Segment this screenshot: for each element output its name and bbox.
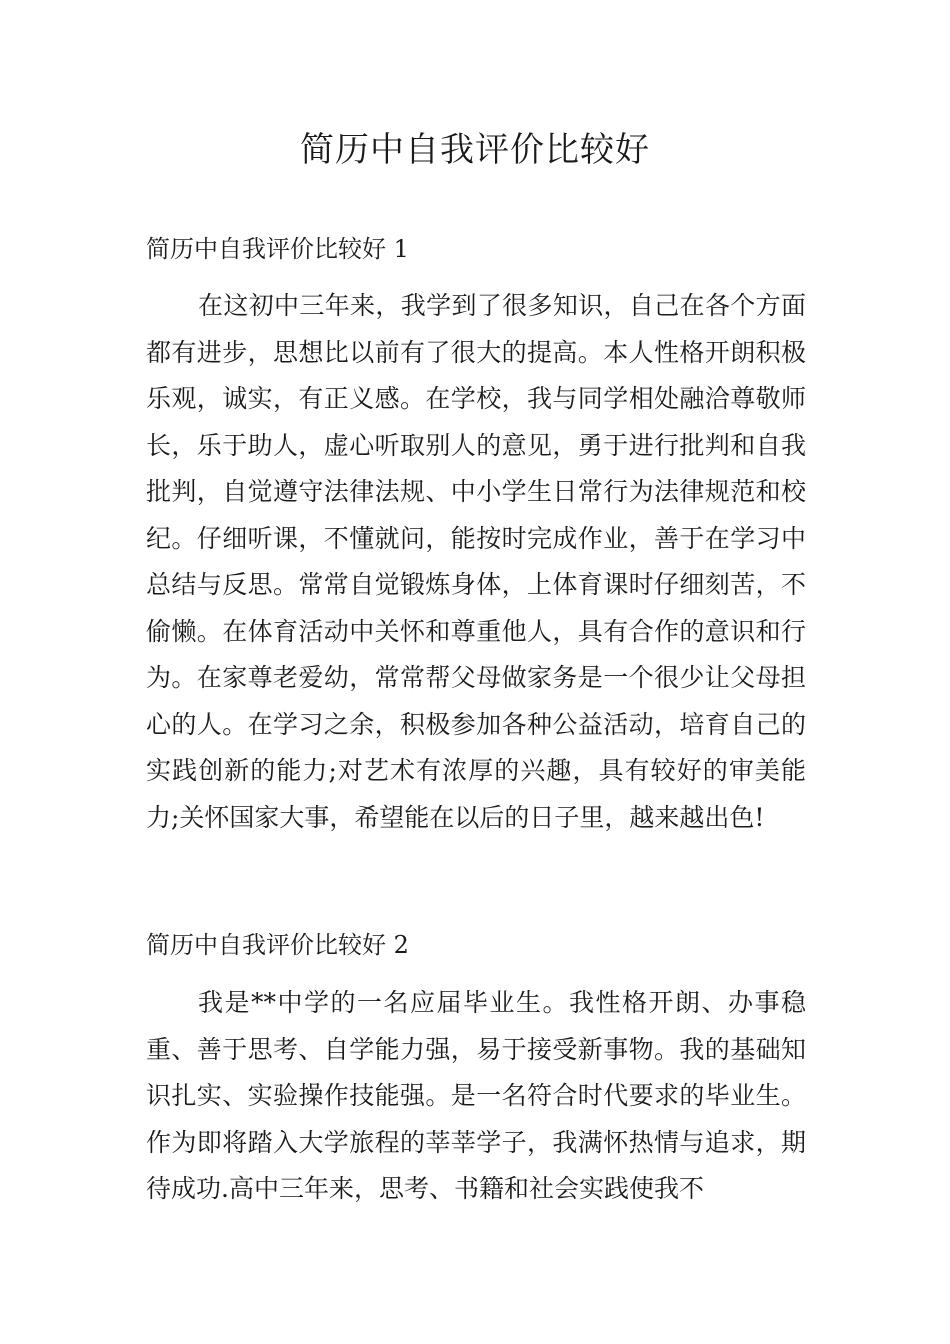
section-1 <box>146 234 806 841</box>
section-heading: 简历中自我评价比较好 1 <box>146 235 409 263</box>
section-2 <box>146 930 806 1210</box>
document-title: 简历中自我评价比较好 <box>300 130 650 170</box>
section-paragraph: 我是**中学的一名应届毕业生。我性格开朗、办事稳重、善于思考、自学能力强，易于接受新事物。我的基础知识扎实、实验操作技能强。是一名符合时代要求的毕业生。 作为即将踏入大学旅程的莘莘学子，我满怀热情与追求，期待成功.高中三年来，思考、书籍和社会实践使我不 <box>146 988 806 1203</box>
section-heading: 简历中自我评价比较好 2 <box>146 931 409 959</box>
section-paragraph: 在这初中三年来，我学到了很多知识，自己在各个方面都有进步，思想比以前有了很大的提高。本人性格开朗积极乐观，诚实，有正义感。在学校，我与同学相处融洽尊敬师长，乐于助人，虚心听取别人的意见，勇于进行批判和自我批判，自觉遵守法律法规、中小学生日常行为法律规范和校纪。仔细听课，不懂就问，能按时完成作业，善于在学习中总结与反思。常常自觉锻炼身体，上体育课时仔细刻苦，不偷懒。在体育活动中关怀和尊重他人，具有合作的意识和行为。在家尊老爱幼，常常帮父母做家务是一个很少让父母担心的人。在学习之余，积极参加各种公益活动，培育自己的实践创新的能力;对艺术有浓厚的兴趣，具有较好的审美能力;关怀国家大事，希望能在以后的日子里，越来越出色! <box>146 291 806 832</box>
